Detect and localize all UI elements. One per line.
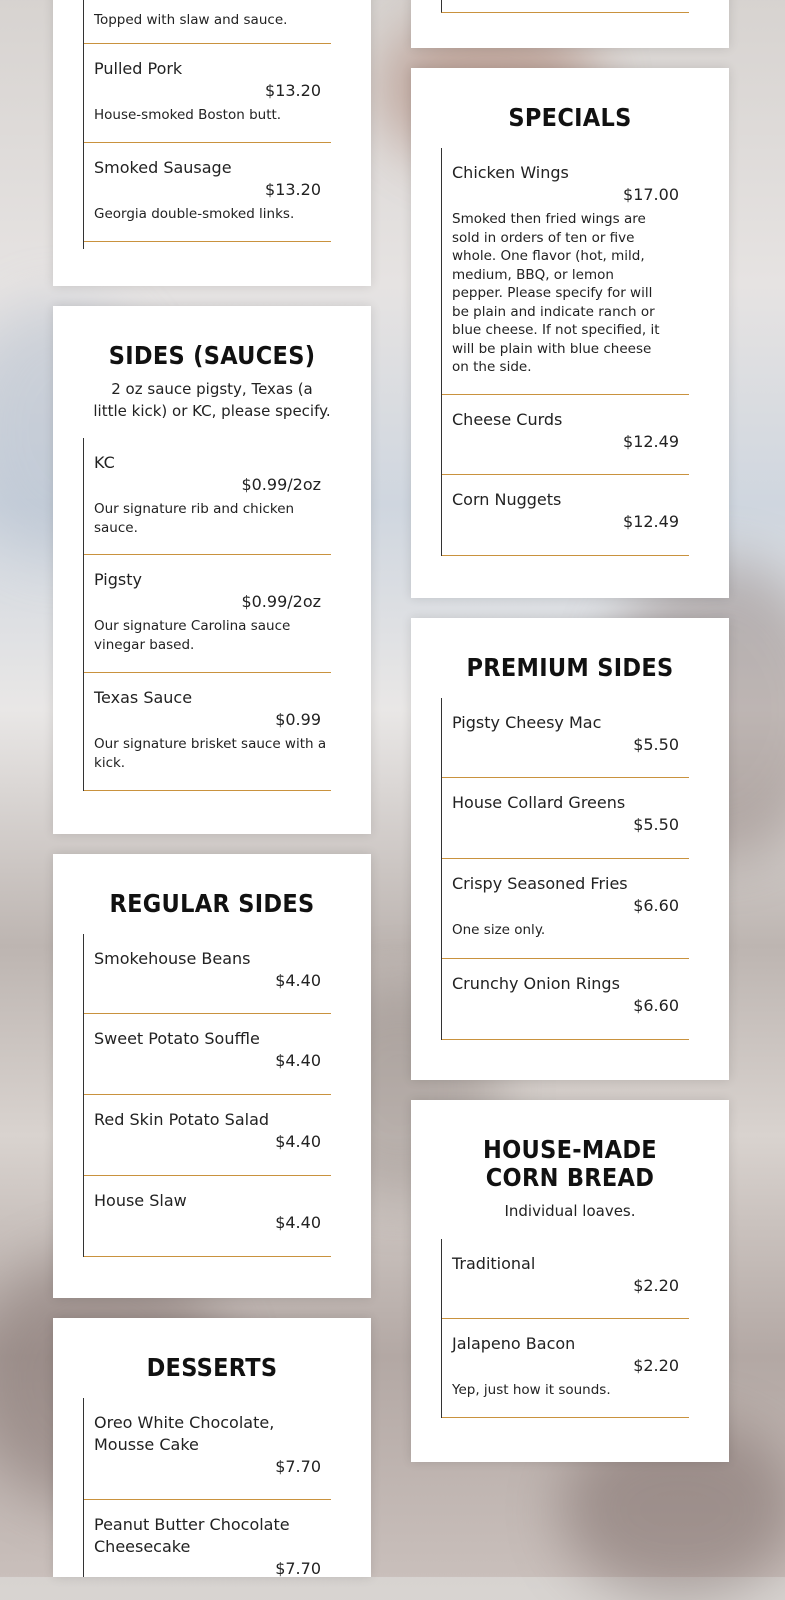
item-price: $0.99/2oz	[241, 592, 321, 611]
item-name: House Slaw	[94, 1191, 187, 1210]
item-name: Pigsty Cheesy Mac	[452, 713, 602, 732]
item-name: Crunchy Onion Rings	[452, 974, 620, 993]
item-description: Our signature rib and chicken sauce.	[94, 501, 295, 536]
item-name: Cheese Curds	[452, 410, 563, 429]
menu-card-regular-sides	[53, 854, 371, 1298]
item-price: $2.20	[633, 1276, 679, 1295]
menu-items	[83, 1398, 331, 1577]
item-price: $4.40	[275, 1051, 321, 1070]
menu-items	[441, 0, 689, 13]
item-description: Our signature brisket sauce with a kick.	[94, 736, 327, 771]
item-price: $6.60	[633, 896, 679, 915]
menu-card-sides-sauces	[53, 306, 371, 834]
menu-item[interactable]	[442, 1319, 689, 1418]
item-description: Smoked then fried wings are sold in orders of ten or five whole. One flavor (hot, mild, medium, BBQ, or lemon pepper. Please specify for will be plain and indicate ranch or blue cheese. If not specified, it will be plain with blue cheese on the side.	[452, 211, 660, 375]
item-price: $12.49	[623, 512, 679, 531]
menu-item[interactable]	[84, 143, 331, 242]
item-name: Jalapeno Bacon	[452, 1334, 576, 1353]
item-price: $0.99	[275, 710, 321, 729]
item-name: Chicken Wings	[452, 163, 569, 182]
menu-card-top-right	[411, 0, 729, 48]
item-price: $12.49	[623, 432, 679, 451]
menu-card-specials	[411, 68, 729, 598]
menu-item[interactable]	[84, 1014, 331, 1095]
item-description: House-smoked Boston butt.	[94, 107, 282, 123]
menu-items	[441, 1239, 689, 1418]
item-price: $4.40	[275, 971, 321, 990]
item-price: $4.40	[275, 1213, 321, 1232]
menu-item[interactable]	[442, 778, 689, 859]
menu-item[interactable]	[84, 1095, 331, 1176]
menu-item[interactable]	[442, 1239, 689, 1319]
menu-item[interactable]	[84, 1398, 331, 1500]
menu-items	[83, 0, 331, 249]
section-title: PREMIUM SIDES	[466, 653, 674, 682]
item-name: Texas Sauce	[94, 688, 193, 707]
section-title: SPECIALS	[508, 103, 632, 132]
section-note: 2 oz sauce pigsty, Texas (a little kick) or KC, please specify.	[93, 380, 331, 420]
menu-item[interactable]	[442, 395, 689, 475]
item-name: Smoked Sausage	[94, 158, 232, 177]
menu-item[interactable]	[84, 1500, 331, 1577]
item-name: Pulled Pork	[94, 59, 183, 78]
menu-item[interactable]	[84, 438, 331, 555]
item-name: Traditional	[452, 1254, 536, 1273]
menu-item[interactable]	[84, 934, 331, 1014]
menu-item[interactable]	[442, 475, 689, 556]
menu-item[interactable]	[84, 555, 331, 673]
item-description: Georgia double-smoked links.	[94, 206, 295, 222]
menu-items	[441, 148, 689, 556]
menu-items	[441, 698, 689, 1040]
item-price: $6.60	[633, 996, 679, 1015]
item-price: $0.99/2oz	[241, 475, 321, 494]
item-name: Sweet Potato Souffle	[94, 1029, 260, 1048]
item-description: Our signature Carolina sauce vinegar based.	[94, 618, 291, 653]
item-price: $4.40	[275, 1132, 321, 1151]
item-name: Peanut Butter Chocolate Cheesecake	[94, 1515, 290, 1556]
section-title: REGULAR SIDES	[109, 889, 315, 918]
menu-item[interactable]	[442, 698, 689, 778]
menu-item[interactable]	[84, 1176, 331, 1257]
item-name: Oreo White Chocolate, Mousse Cake	[94, 1413, 275, 1454]
item-price: $13.20	[265, 81, 321, 100]
menu-item[interactable]	[442, 148, 689, 395]
item-price: $7.70	[275, 1559, 321, 1577]
section-note: Individual loaves.	[504, 1202, 636, 1220]
item-name: Red Skin Potato Salad	[94, 1110, 270, 1129]
item-price: $2.20	[633, 1356, 679, 1375]
item-name: Corn Nuggets	[452, 490, 562, 509]
menu-items	[83, 438, 331, 791]
section-title: DESSERTS	[146, 1353, 278, 1382]
item-price: $13.20	[265, 180, 321, 199]
item-price: $17.00	[623, 185, 679, 204]
item-name: Pigsty	[94, 570, 142, 589]
menu-item[interactable]	[442, 959, 689, 1040]
menu-item[interactable]	[84, 44, 331, 143]
menu-item[interactable]	[84, 673, 331, 791]
section-title: HOUSE-MADE CORN BREAD	[483, 1135, 657, 1192]
section-title: SIDES (SAUCES)	[108, 341, 316, 370]
item-price: $7.70	[275, 1457, 321, 1476]
item-name: Crispy Seasoned Fries	[452, 874, 628, 893]
item-price: $5.50	[633, 735, 679, 754]
menu-card-corn-bread	[411, 1100, 729, 1462]
item-name: KC	[94, 453, 115, 472]
item-name: House Collard Greens	[452, 793, 626, 812]
item-name: Smokehouse Beans	[94, 949, 251, 968]
item-price: $5.50	[633, 815, 679, 834]
item-description: Yep, just how it sounds.	[452, 1382, 611, 1398]
item-description: One size only.	[452, 922, 546, 938]
menu-card-desserts	[53, 1318, 371, 1577]
item-description: Topped with slaw and sauce.	[94, 12, 288, 28]
menu-items	[83, 934, 331, 1257]
menu-item[interactable]	[442, 859, 689, 959]
menu-card-top-left	[53, 0, 371, 286]
menu-item[interactable]	[84, 0, 331, 44]
menu-card-premium-sides	[411, 618, 729, 1080]
